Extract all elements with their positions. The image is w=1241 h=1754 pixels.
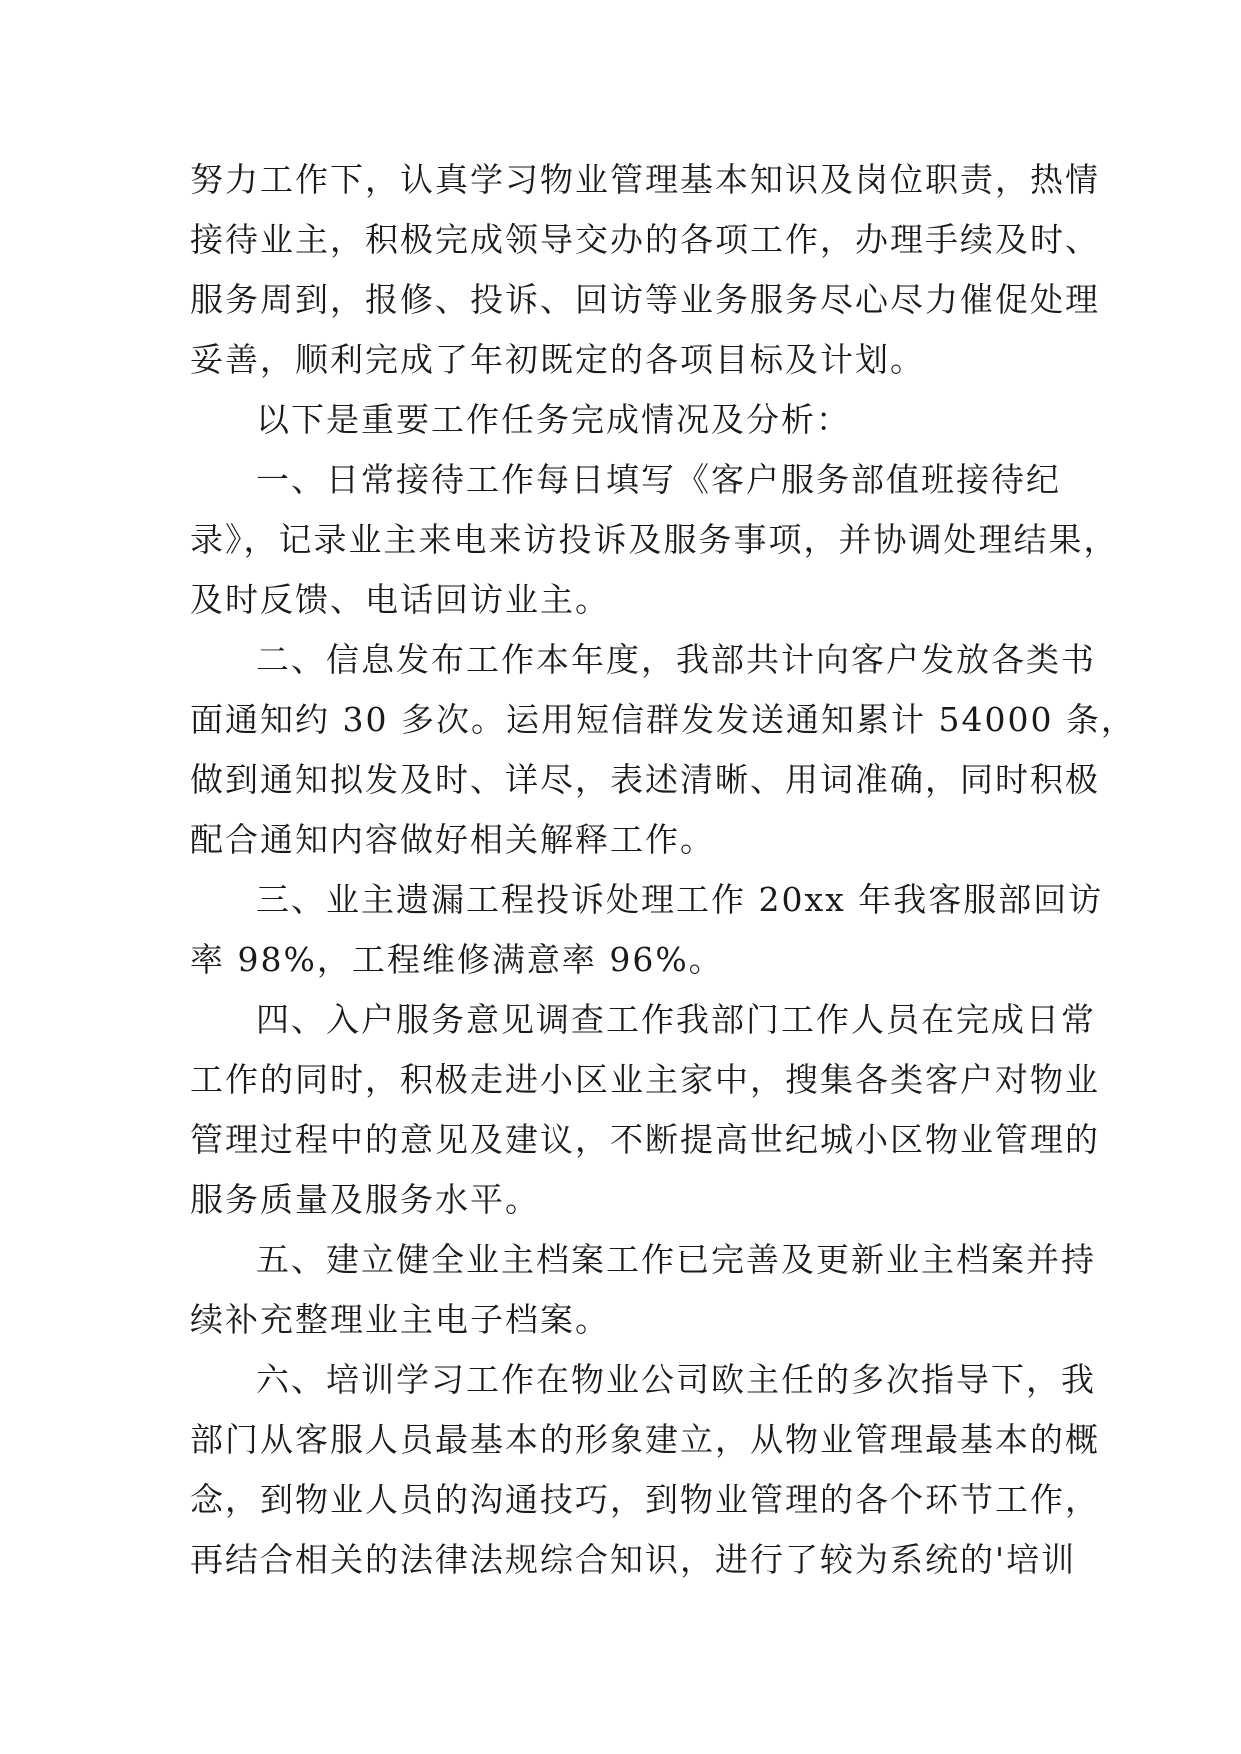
text-line: 服务质量及服务水平。 (190, 1180, 540, 1219)
text-line: 面通知约 30 多次。运用短信群发发送通知累计 54000 条， (190, 700, 1136, 739)
text-line: 配合通知内容做好相关解释工作。 (190, 820, 715, 859)
text-line: 率 98%，工程维修满意率 96%。 (190, 940, 724, 979)
text-line: 做到通知拟发及时、详尽，表述清晰、用词准确，同时积极 (190, 760, 1100, 799)
text-line: 努力工作下，认真学习物业管理基本知识及岗位职责，热情 (190, 160, 1100, 199)
text-line: 续补充整理业主电子档案。 (190, 1300, 610, 1339)
text-line: 管理过程中的意见及建议，不断提高世纪城小区物业管理的 (190, 1120, 1100, 1159)
paragraph-first-line: 六、培训学习工作在物业公司欧主任的多次指导下，我 (256, 1360, 1096, 1399)
paragraph-first-line: 一、日常接待工作每日填写《客户服务部值班接待纪 (256, 460, 1061, 499)
text-line: 服务周到，报修、投诉、回访等业务服务尽心尽力催促处理 (190, 280, 1100, 319)
paragraph-first-line: 二、信息发布工作本年度，我部共计向客户发放各类书 (256, 640, 1096, 679)
document-body (190, 150, 1136, 1590)
paragraph-first-line: 四、入户服务意见调查工作我部门工作人员在完成日常 (256, 1000, 1096, 1039)
text-line: 工作的同时，积极走进小区业主家中，搜集各类客户对物业 (190, 1060, 1100, 1099)
text-line: 及时反馈、电话回访业主。 (190, 580, 610, 619)
text-line: 妥善，顺利完成了年初既定的各项目标及计划。 (190, 340, 925, 379)
text-line: 念，到物业人员的沟通技巧，到物业管理的各个环节工作， (190, 1480, 1100, 1519)
text-line: 接待业主，积极完成领导交办的各项工作，办理手续及时、 (190, 220, 1100, 259)
text-line: 录》，记录业主来电来访投诉及服务事项，并协调处理结果， (190, 520, 1119, 559)
paragraph-first-line: 以下是重要工作任务完成情况及分析： (256, 400, 851, 439)
text-line: 再结合相关的法律法规综合知识，进行了较为系统的'培训 (190, 1540, 1077, 1579)
paragraph-first-line: 五、建立健全业主档案工作已完善及更新业主档案并持 (256, 1240, 1096, 1279)
text-line: 部门从客服人员最基本的形象建立，从物业管理最基本的概 (190, 1420, 1100, 1459)
paragraph-first-line: 三、业主遗漏工程投诉处理工作 20xx 年我客服部回访 (256, 880, 1104, 919)
